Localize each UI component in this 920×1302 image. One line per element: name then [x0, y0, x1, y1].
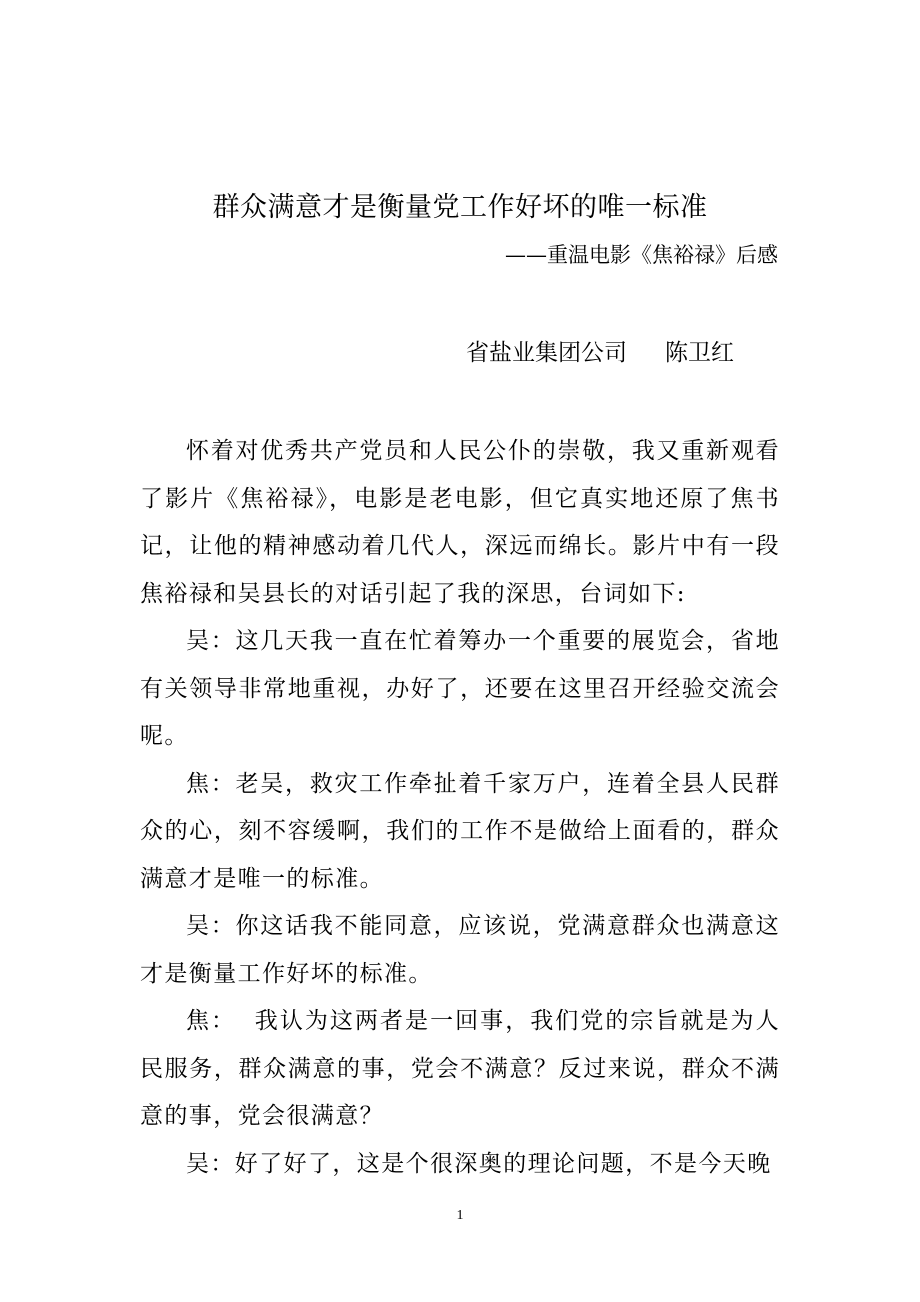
- document-title: 群众满意才是衡量党工作好坏的唯一标准: [212, 192, 708, 223]
- paragraph-dialogue-jiao-1: 焦：老吴，救灾工作牵扯着千家万户，连着全县人民群众的心，刻不容缓啊，我们的工作不是做给上面看的，群众满意才是唯一的标准。: [140, 770, 780, 892]
- organization-name: 省盐业集团公司: [466, 340, 627, 366]
- paragraph-dialogue-wu-3: 吴：好了好了，这是个很深奥的理论问题，不是今天晚: [186, 1150, 772, 1177]
- paragraph-dialogue-wu-1: 吴：这几天我一直在忙着筹办一个重要的展览会，省地有关领导非常地重视，办好了，还要在这里召开经验交流会呢。: [140, 628, 780, 749]
- page-number: 1: [456, 1208, 464, 1223]
- document-body: [140, 428, 780, 1188]
- author-line: [466, 336, 734, 370]
- document-subtitle: ——重温电影《焦裕禄》后感: [505, 243, 778, 267]
- paragraph-dialogue-jiao-2: 焦： 我认为这两者是一回事，我们党的宗旨就是为人民服务，群众满意的事，党会不满意？反过来说，群众不满意的事，党会很满意？: [140, 1008, 780, 1129]
- paragraph-dialogue-wu-2: 吴：你这话我不能同意，应该说，党满意群众也满意这才是衡量工作好坏的标准。: [140, 913, 780, 987]
- paragraph-intro: 怀着对优秀共产党员和人民公仆的崇敬，我又重新观看了影片《焦裕禄》，电影是老电影，但它真实地还原了焦书记，让他的精神感动着几代人，深远而绵长。影片中有一段焦裕禄和吴县长的对话引起了我的深思，台词如下:: [140, 438, 780, 607]
- author-name: 陈卫红: [665, 340, 734, 366]
